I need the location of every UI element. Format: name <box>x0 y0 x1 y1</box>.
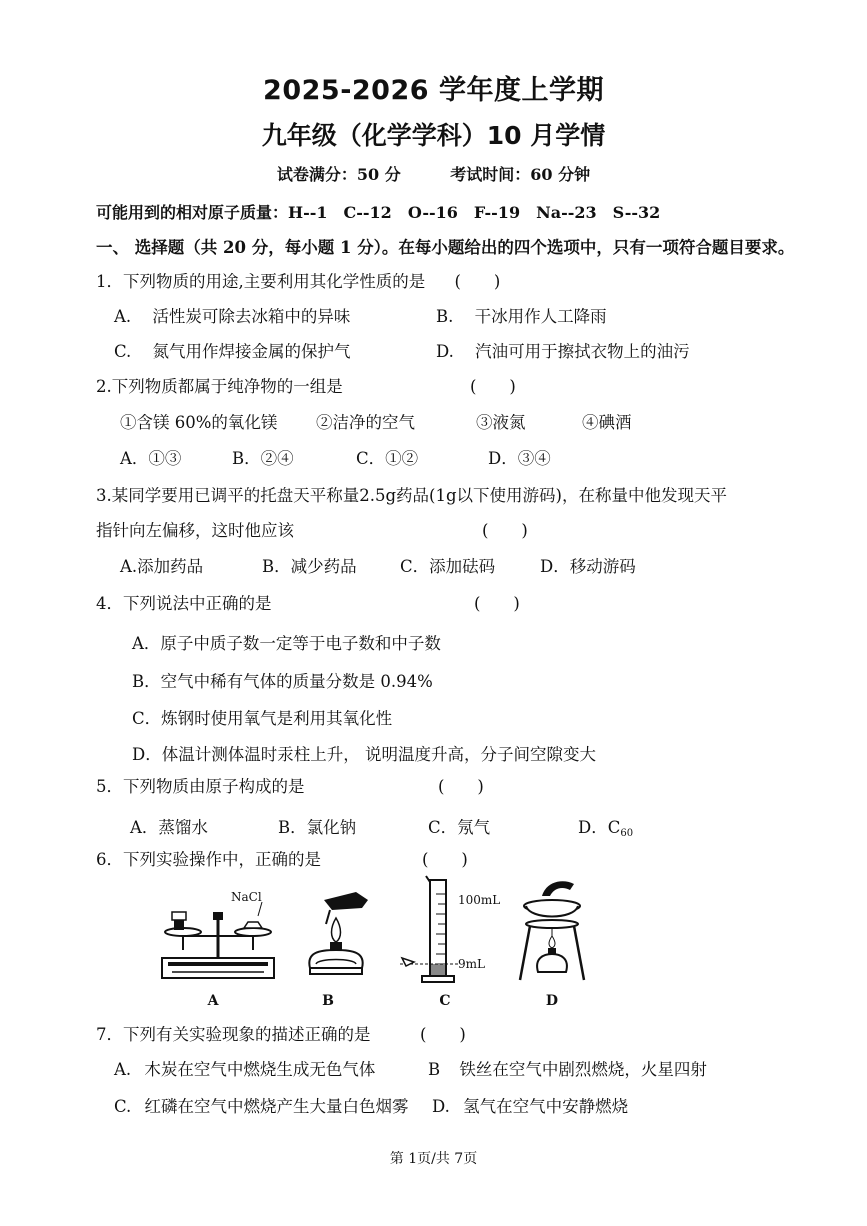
q4-option-c: C．炼钢时使用氧气是利用其氧化性 <box>132 709 393 728</box>
q3-answer-blank: ( ) <box>482 521 528 540</box>
q3-stem-line2: 指针向左偏移，这时他应该 <box>96 521 294 540</box>
q7-c-text: 红磷在空气中燃烧产生大量白色烟雾 <box>144 1097 409 1116</box>
q7-b-letter: B <box>428 1060 441 1079</box>
atomic-mass-line: 可能用到的相对原子质量：H--1 C--12 O--16 F--19 Na--23 S--32 <box>96 203 661 222</box>
figure-d-label: D <box>545 993 559 1009</box>
exam-info <box>0 162 867 185</box>
section-heading: 一、 选择题（共 20 分，每小题 1 分）。在每小题给出的四个选项中，只有一项符合题目要求。 <box>96 238 795 257</box>
q5-option-c: C．氖气 <box>428 818 491 837</box>
q4-stem: 4．下列说法中正确的是 <box>96 594 272 613</box>
q2-option-b: B．②④ <box>232 449 294 468</box>
q2-option-a: A．①③ <box>120 449 182 468</box>
q1-option-a <box>114 303 350 327</box>
q4-answer-blank: ( ) <box>474 594 520 613</box>
q7-a-letter: A. <box>114 1060 132 1079</box>
exam-subtitle: 九年级（化学学科）10 月学情 <box>261 121 606 150</box>
q5-stem: 5．下列物质由原子构成的是 <box>96 777 305 796</box>
cylinder-mark-label: 9mL <box>458 957 485 971</box>
q2-option-d: D．③④ <box>488 449 551 468</box>
q2-item-1: ①含镁 60%的氧化镁 <box>120 413 278 432</box>
q5-d-subscript: 60 <box>620 828 634 839</box>
exam-title: 2025-2026 学年度上学期 <box>263 75 604 106</box>
q3-option-a: A.添加药品 <box>120 557 204 576</box>
q1-c-letter: C. <box>114 342 132 361</box>
q7-d-text: 氢气在空气中安静燃烧 <box>463 1097 629 1116</box>
q4-option-d: D．体温计测体温时汞柱上升， 说明温度升高，分子间空隙变大 <box>132 745 596 764</box>
q1-a-letter: A. <box>114 307 132 326</box>
figure-d-evaporating-dish <box>512 876 592 986</box>
figure-c-graduated-cylinder <box>400 874 510 986</box>
q1-stem-text: 1．下列物质的用途,主要利用其化学性质的是 <box>96 272 426 291</box>
q4-option-a: A．原子中质子数一定等于电子数和中子数 <box>132 634 441 653</box>
q7-answer-blank: ( ) <box>420 1025 466 1044</box>
figure-b-label: B <box>322 993 334 1009</box>
q7-a-text: 木炭在空气中燃烧生成无色气体 <box>144 1060 376 1079</box>
q5-answer-blank: ( ) <box>438 777 484 796</box>
nacl-label: NaCl <box>231 890 262 904</box>
q2-stem-text: 2.下列物质都属于纯净物的一组是 <box>96 377 343 396</box>
q2-item-4: ④碘酒 <box>582 413 632 432</box>
q7-option-d <box>432 1093 628 1117</box>
q7-c-letter: C. <box>114 1097 132 1116</box>
q3-option-d: D．移动游码 <box>540 557 636 576</box>
q5-option-d <box>578 814 633 839</box>
q1-option-d <box>436 338 690 362</box>
q2-item-2: ②洁净的空气 <box>316 413 415 432</box>
q2-item-3: ③液氮 <box>476 413 526 432</box>
q1-b-letter: B. <box>436 307 454 326</box>
full-score: 试卷满分：50 分 <box>276 165 401 184</box>
q1-c-text: 氮气用作焊接金属的保护气 <box>152 342 351 361</box>
q3-stem-line1: 3.某同学要用已调平的托盘天平称量2.5g药品(1g以下使用游码)，在称量中他发现天平 <box>96 486 727 505</box>
q1-d-letter: D. <box>436 342 454 361</box>
q7-stem: 7．下列有关实验现象的描述正确的是 <box>96 1025 371 1044</box>
q5-option-b: B．氯化钠 <box>278 818 357 837</box>
q1-option-b <box>436 303 607 327</box>
q3-option-b: B．减少药品 <box>262 557 357 576</box>
q2-answer-blank: ( ) <box>470 377 516 396</box>
figure-b-alcohol-lamp <box>296 888 376 983</box>
q2-stem <box>96 373 343 397</box>
page-number: 第 1页/共 7页 <box>389 1151 478 1167</box>
q5-option-a: A．蒸馏水 <box>130 818 208 837</box>
exam-time: 考试时间：60 分钟 <box>450 165 591 184</box>
q1-option-c <box>114 338 351 362</box>
cylinder-top-label: 100mL <box>458 893 501 907</box>
q6-answer-blank: ( ) <box>422 850 468 869</box>
q1-stem <box>96 268 500 292</box>
q4-option-b: B．空气中稀有气体的质量分数是 0.94% <box>132 672 433 691</box>
q3-option-c: C．添加砝码 <box>400 557 496 576</box>
q7-option-b <box>428 1056 707 1080</box>
figure-c-label: C <box>439 993 451 1009</box>
q7-d-letter: D. <box>432 1097 450 1116</box>
q7-option-c <box>114 1093 409 1117</box>
q1-answer-blank: ( ) <box>454 272 501 291</box>
q5-d-prefix: D．C <box>578 818 621 837</box>
q1-b-text: 干冰用作人工降雨 <box>474 307 607 326</box>
figure-a-label: A <box>207 993 219 1009</box>
q2-option-c: C．①② <box>356 449 419 468</box>
q6-stem: 6．下列实验操作中，正确的是 <box>96 850 321 869</box>
q1-a-text: 活性炭可除去冰箱中的异味 <box>152 307 351 326</box>
q7-option-a <box>114 1056 375 1080</box>
q7-b-text: 铁丝在空气中剧烈燃烧，火星四射 <box>459 1060 707 1079</box>
q1-d-text: 汽油可用于擦拭衣物上的油污 <box>475 342 690 361</box>
